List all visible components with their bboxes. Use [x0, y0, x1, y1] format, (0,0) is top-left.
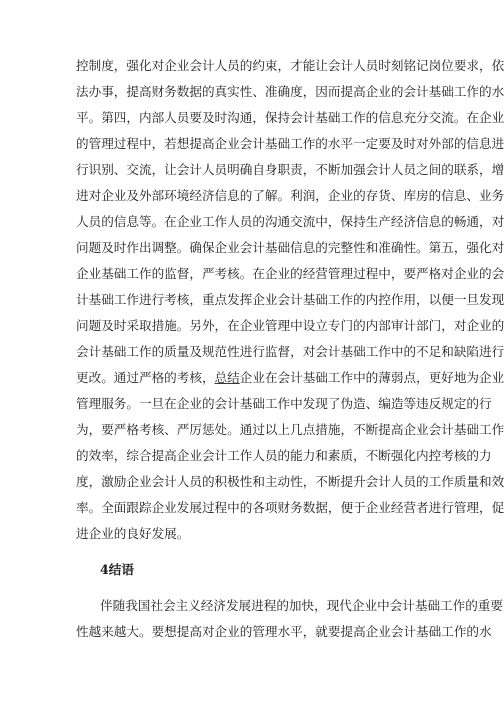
paragraph-line	[76, 370, 504, 386]
paragraph-line: 会计基础工作的质量及规范性进行监督，对会计基础工作中的不足和缺陷进行	[76, 344, 504, 359]
paragraph-line: 行识别、交流，让会计人员明确自身职责，不断加强会计人员之间的联系，增	[76, 162, 504, 177]
paragraph-line: 度，激励企业会计人员的积极性和主动性，不断提升会计人员的工作质量和效	[76, 474, 504, 489]
paragraph-line: 问题及时采取措施。另外，在企业管理中设立专门的内部审计部门，对企业的	[76, 318, 504, 333]
paragraph-line: 人员的信息等。在企业工作人员的沟通交流中，保持生产经济信息的畅通，对	[76, 214, 504, 229]
paragraph-line: 平。第四，内部人员要及时沟通，保持会计基础工作的信息充分交流。在企业	[76, 110, 504, 125]
paragraph-line: 企业基础工作的监督，严考核。在企业的经营管理过程中，要严格对企业的会	[76, 266, 504, 281]
paragraph-line: 进对企业及外部环境经济信息的了解。利润，企业的存货、库房的信息、业务	[76, 188, 504, 203]
paragraph-line: 进企业的良好发展。	[76, 526, 190, 541]
paragraph-line: 管理服务。一旦在企业的会计基础工作中发现了伪造、编造等违反规定的行	[76, 396, 492, 411]
section-heading: 4结语	[100, 562, 134, 577]
paragraph-line: 的管理过程中，若想提高企业会计基础工作的水平一定要及时对外部的信息进	[76, 136, 504, 151]
line-text: 企业在会计基础工作中的薄弱点，更好地为企业	[239, 370, 504, 385]
paragraph-line: 控制度，强化对企业会计人员的约束，才能让会计人员时刻铭记岗位要求，依	[76, 58, 504, 73]
underlined-word: 总结	[214, 370, 240, 385]
paragraph-line: 问题及时作出调整。确保企业会计基础信息的完整性和准确性。第五，强化对	[76, 240, 504, 255]
paragraph-line: 的效率，综合提高企业会计工作人员的能力和素质，不断强化内控考核的力	[76, 448, 492, 463]
paragraph-line: 性越来越大。要想提高对企业的管理水平，就要提高企业会计基础工作的水	[76, 624, 492, 639]
paragraph-line: 为，要严格考核、严厉惩处。通过以上几点措施，不断提高企业会计基础工作	[76, 422, 504, 437]
paragraph-line: 伴随我国社会主义经济发展进程的加快，现代企业中会计基础工作的重要	[100, 598, 503, 613]
line-text: 更改。通过严格的考核，	[76, 370, 215, 385]
paragraph-line: 法办事，提高财务数据的真实性、准确度，因而提高企业的会计基础工作的水	[76, 84, 504, 99]
paragraph-line: 率。全面跟踪企业发展过程中的各项财务数据，便于企业经营者进行管理，促	[76, 500, 504, 515]
paragraph-line: 计基础工作进行考核，重点发挥企业会计基础工作的内控作用，以便一旦发现	[76, 292, 504, 307]
